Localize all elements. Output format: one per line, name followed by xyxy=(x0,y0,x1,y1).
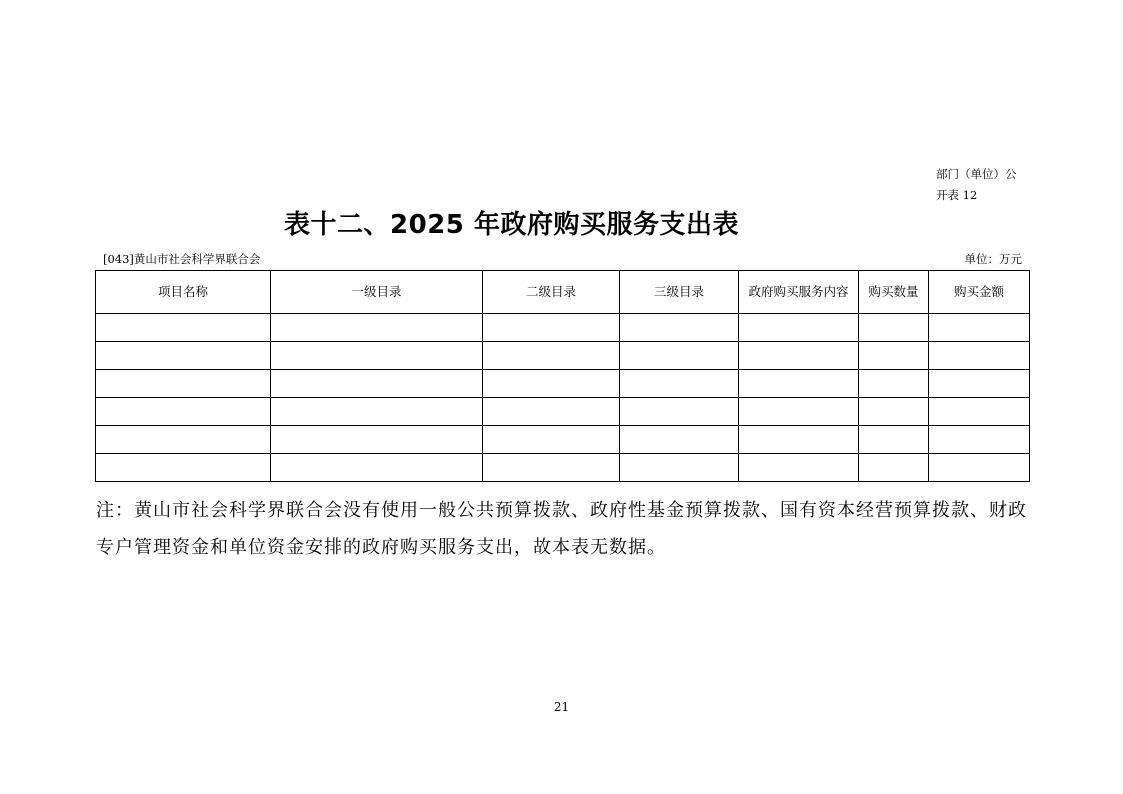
table-cell xyxy=(96,370,271,398)
page-number: 21 xyxy=(553,700,570,714)
table-cell xyxy=(929,426,1030,454)
table-cell xyxy=(96,426,271,454)
table-cell xyxy=(620,454,739,482)
table-cell xyxy=(739,342,859,370)
table-cell xyxy=(929,342,1030,370)
table-cell xyxy=(929,314,1030,342)
header-amount: 购买金额 xyxy=(929,271,1030,314)
table-cell xyxy=(859,426,929,454)
table-cell xyxy=(620,342,739,370)
table-cell xyxy=(96,454,271,482)
table-cell xyxy=(859,398,929,426)
table-cell xyxy=(859,370,929,398)
table-row xyxy=(96,398,1030,426)
table-cell xyxy=(859,314,929,342)
procurement-table xyxy=(95,270,1030,482)
table-number-label xyxy=(936,164,1046,206)
table-row xyxy=(96,454,1030,482)
table-row xyxy=(96,370,1030,398)
table-cell xyxy=(483,342,620,370)
table-row xyxy=(96,342,1030,370)
table-cell xyxy=(483,454,620,482)
table-cell xyxy=(620,426,739,454)
table-header-row xyxy=(96,271,1030,314)
table-cell xyxy=(483,398,620,426)
header-level1-catalog: 一级目录 xyxy=(271,271,483,314)
footnote: 注：黄山市社会科学界联合会没有使用一般公共预算拨款、政府性基金预算拨款、国有资本经营预算拨款、财政专户管理资金和单位资金安排的政府购买服务支出，故本表无数据。 xyxy=(96,500,1027,558)
header-level2-catalog: 二级目录 xyxy=(483,271,620,314)
table-row xyxy=(96,314,1030,342)
table-cell xyxy=(739,454,859,482)
table-cell xyxy=(859,342,929,370)
table-cell xyxy=(96,398,271,426)
table-cell xyxy=(620,398,739,426)
table-cell xyxy=(620,314,739,342)
table-cell xyxy=(483,426,620,454)
table-number-line1: 部门（单位）公 xyxy=(936,167,1017,181)
table-cell xyxy=(739,370,859,398)
table-cell xyxy=(96,342,271,370)
table-cell xyxy=(271,342,483,370)
table-row xyxy=(96,426,1030,454)
table-cell xyxy=(271,398,483,426)
table-cell xyxy=(929,454,1030,482)
table-cell xyxy=(271,314,483,342)
table-cell xyxy=(739,398,859,426)
table-cell xyxy=(620,370,739,398)
table-cell xyxy=(271,426,483,454)
table-cell xyxy=(929,398,1030,426)
header-service-content: 政府购买服务内容 xyxy=(739,271,859,314)
header-project-name: 项目名称 xyxy=(96,271,271,314)
table-cell xyxy=(483,370,620,398)
unit-label: 单位：万元 xyxy=(964,252,1022,266)
table-cell xyxy=(739,426,859,454)
table-cell xyxy=(96,314,271,342)
organization-name: [043]黄山市社会科学界联合会 xyxy=(103,252,261,266)
table-cell xyxy=(271,454,483,482)
header-level3-catalog: 三级目录 xyxy=(620,271,739,314)
table-number-line2: 开表 12 xyxy=(936,188,978,202)
page-title: 表十二、2025 年政府购买服务支出表 xyxy=(284,210,739,240)
table-cell xyxy=(739,314,859,342)
table-cell xyxy=(483,314,620,342)
table-cell xyxy=(929,370,1030,398)
table-cell xyxy=(859,454,929,482)
header-quantity: 购买数量 xyxy=(859,271,929,314)
table-cell xyxy=(271,370,483,398)
